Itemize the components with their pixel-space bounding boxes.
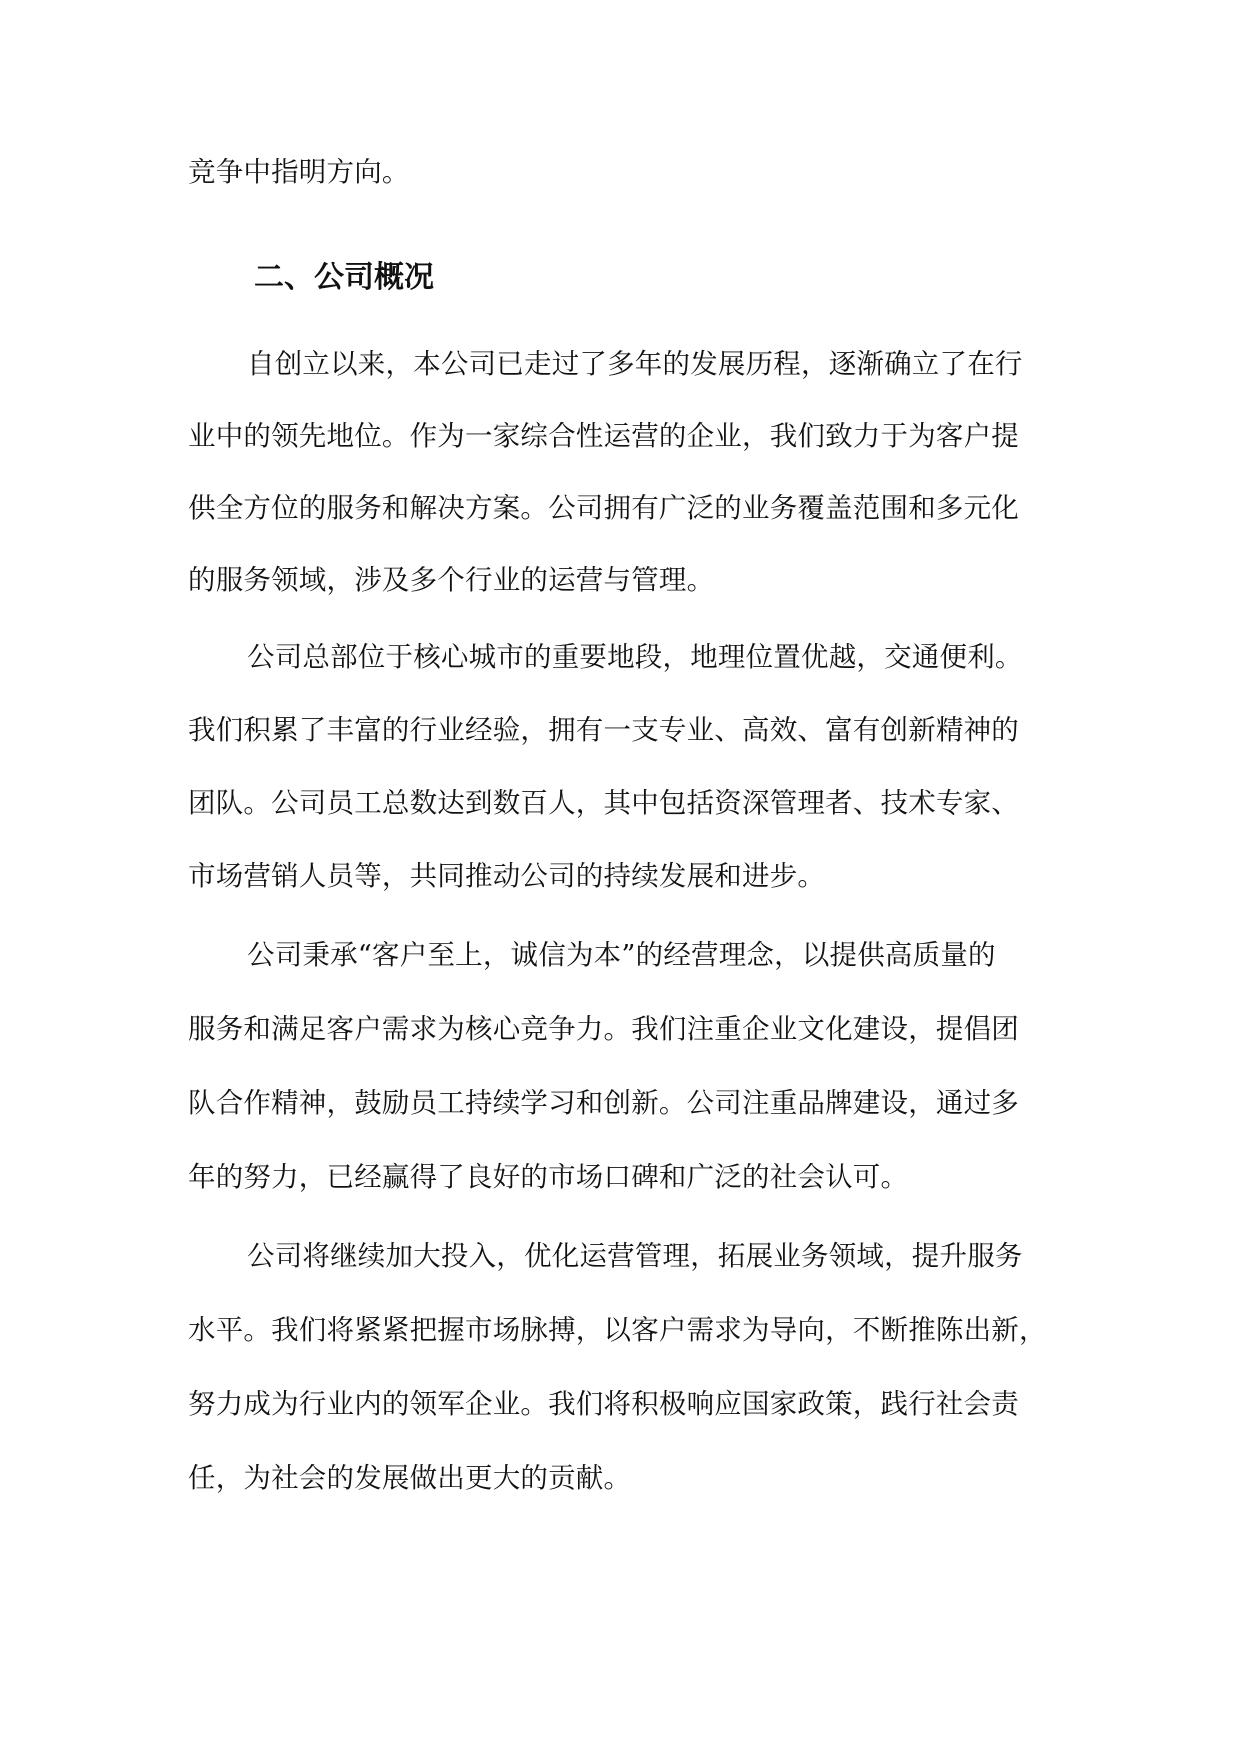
paragraph-1-line-1: 自创立以来，本公司已走过了多年的发展历程，逐渐确立了在行 [247,348,1023,380]
paragraph-4-line-1: 公司将继续加大投入，优化运营管理，拓展业务领域，提升服务 [247,1240,1023,1272]
paragraph-2-line-4: 市场营销人员等，共同推动公司的持续发展和进步。 [188,860,826,892]
paragraph-1-line-4: 的服务领域，涉及多个行业的运营与管理。 [188,564,715,596]
paragraph-3-line-1: 公司秉承“客户至上，诚信为本”的经营理念，以提供高质量的 [247,939,996,971]
paragraph-4-line-4: 任，为社会的发展做出更大的贡献。 [188,1462,632,1494]
paragraph-4-line-3: 努力成为行业内的领军企业。我们将积极响应国家政策，践行社会责 [188,1388,1019,1420]
paragraph-2-line-1: 公司总部位于核心城市的重要地段，地理位置优越，交通便利。 [247,641,1023,673]
section-heading: 二、公司概况 [254,260,434,295]
paragraph-1-line-2: 业中的领先地位。作为一家综合性运营的企业，我们致力于为客户提 [188,420,1019,452]
paragraph-2-line-2: 我们积累了丰富的行业经验，拥有一支专业、高效、富有创新精神的 [188,714,1019,746]
paragraph-4-line-2: 水平。我们将紧紧把握市场脉搏，以客户需求为导向，不断推陈出新， [188,1314,1047,1346]
paragraph-2-line-3: 团队。公司员工总数达到数百人，其中包括资深管理者、技术专家、 [188,787,1019,819]
carryover-line: 竞争中指明方向。 [188,156,410,188]
paragraph-3-line-4: 年的努力，已经赢得了良好的市场口碑和广泛的社会认可。 [188,1161,909,1193]
paragraph-1-line-3: 供全方位的服务和解决方案。公司拥有广泛的业务覆盖范围和多元化 [188,492,1019,524]
paragraph-3-line-3: 队合作精神，鼓励员工持续学习和创新。公司注重品牌建设，通过多 [188,1087,1019,1119]
paragraph-3-line-2: 服务和满足客户需求为核心竞争力。我们注重企业文化建设，提倡团 [188,1013,1019,1045]
